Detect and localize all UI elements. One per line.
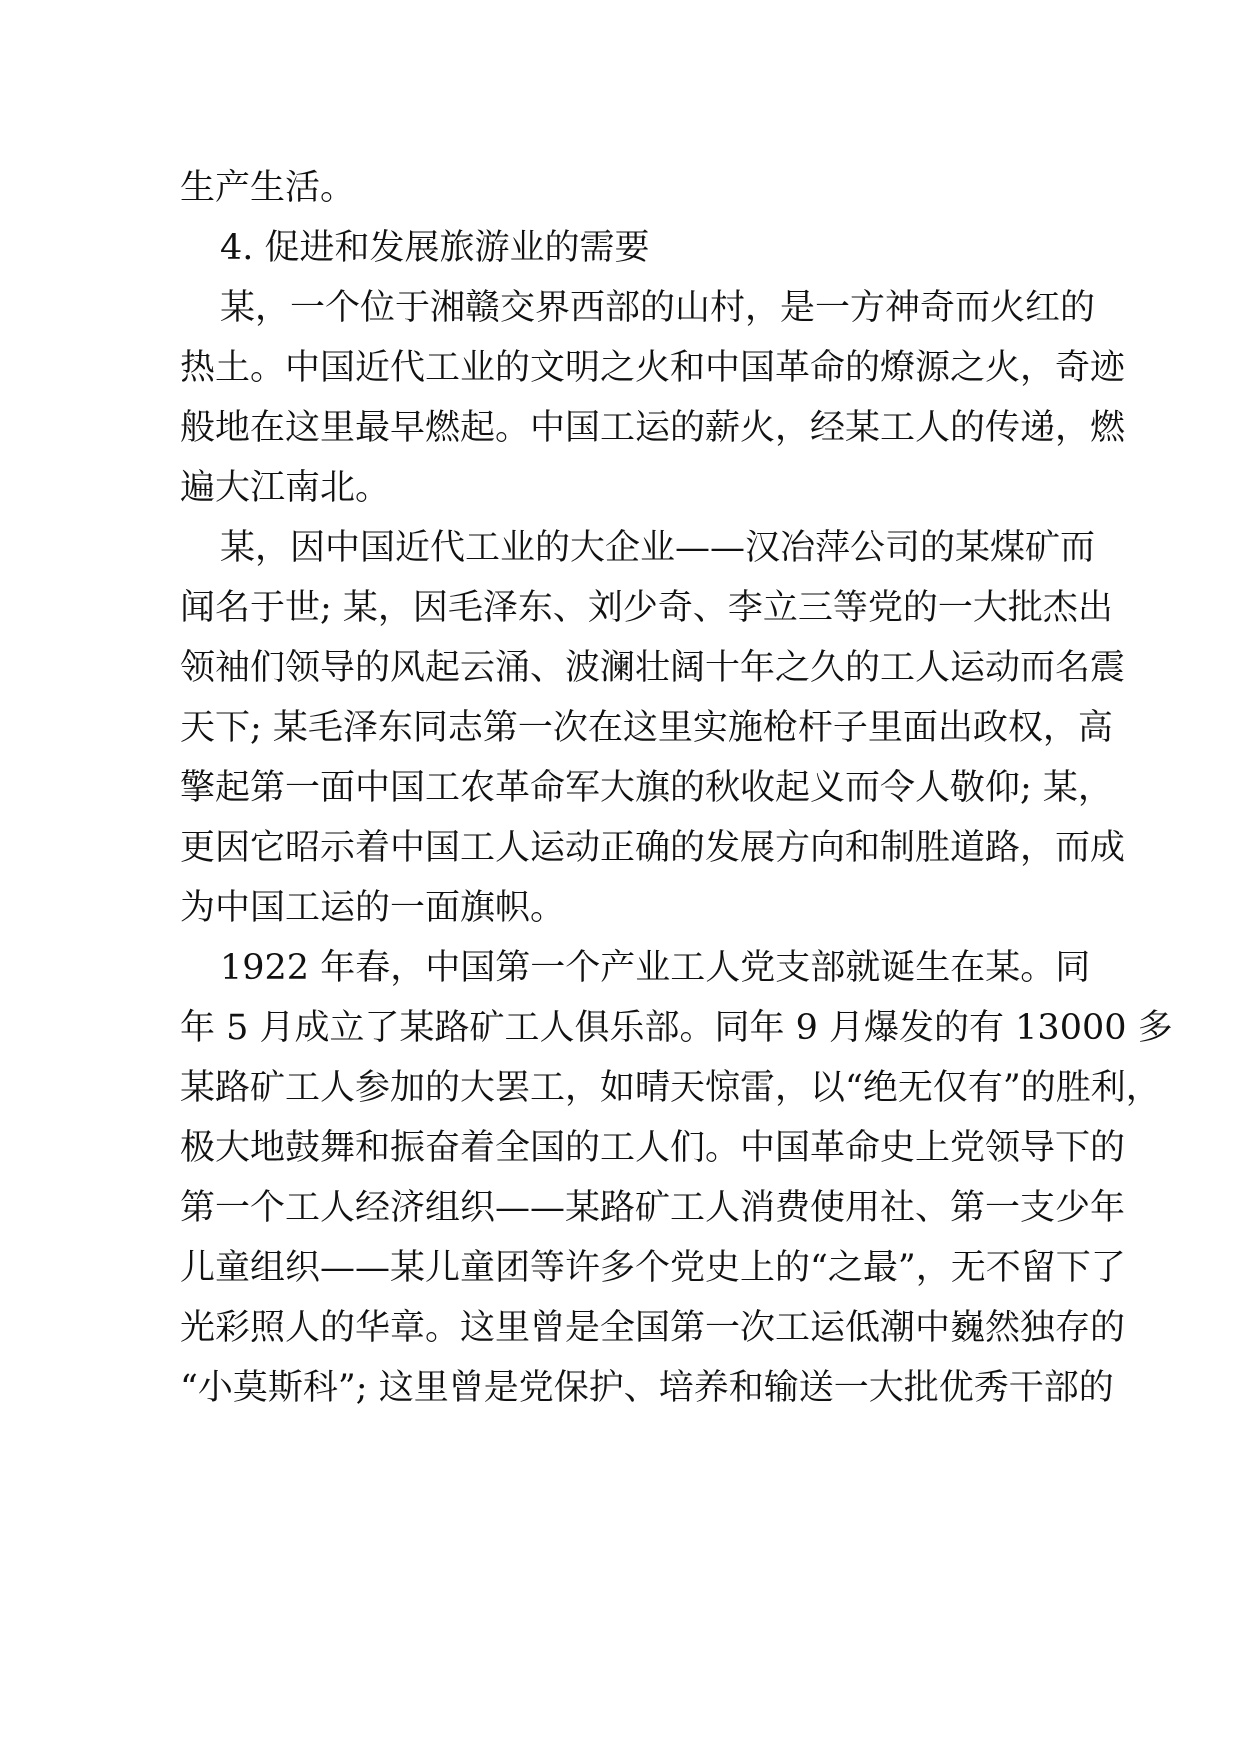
text-line: 某路矿工人参加的大罢工，如晴天惊雷，以“绝无仅有”的胜利，: [180, 1068, 1161, 1108]
text-line: 更因它昭示着中国工人运动正确的发展方向和制胜道路，而成: [180, 828, 1126, 868]
text-line: 某，一个位于湘赣交界西部的山村，是一方神奇而火红的: [220, 288, 1096, 328]
text-line: 为中国工运的一面旗帜。: [180, 888, 566, 928]
text-line: 擎起第一面中国工农革命军大旗的秋收起义而令人敬仰; 某，: [180, 768, 1113, 808]
text-line: “小莫斯科”; 这里曾是党保护、培养和输送一大批优秀干部的: [180, 1368, 1114, 1408]
section-heading: 4. 促进和发展旅游业的需要: [220, 228, 650, 268]
text-line: 般地在这里最早燃起。中国工运的薪火，经某工人的传递，燃: [180, 408, 1126, 448]
text-line: 闻名于世; 某，因毛泽东、刘少奇、李立三等党的一大批杰出: [180, 588, 1113, 628]
text-line: 领袖们领导的风起云涌、波澜壮阔十年之久的工人运动而名震: [180, 648, 1126, 688]
text-line: 生产生活。: [180, 168, 356, 208]
text-line: 某，因中国近代工业的大企业——汉冶萍公司的某煤矿而: [220, 528, 1096, 568]
text-line: 光彩照人的华章。这里曾是全国第一次工运低潮中巍然独存的: [180, 1308, 1126, 1348]
text-line: 年 5 月成立了某路矿工人俱乐部。同年 9 月爆发的有 13000 多: [180, 1008, 1173, 1048]
text-line: 天下; 某毛泽东同志第一次在这里实施枪杆子里面出政权，高: [180, 708, 1113, 748]
text-line: 极大地鼓舞和振奋着全国的工人们。中国革命史上党领导下的: [180, 1128, 1126, 1168]
text-line: 遍大江南北。: [180, 468, 391, 508]
text-line: 1922 年春，中国第一个产业工人党支部就诞生在某。同: [220, 948, 1091, 988]
text-line: 第一个工人经济组织——某路矿工人消费使用社、第一支少年: [180, 1188, 1126, 1228]
text-line: 儿童组织——某儿童团等许多个党史上的“之最”，无不留下了: [180, 1248, 1126, 1288]
text-line: 热土。中国近代工业的文明之火和中国革命的燎源之火，奇迹: [180, 348, 1126, 388]
